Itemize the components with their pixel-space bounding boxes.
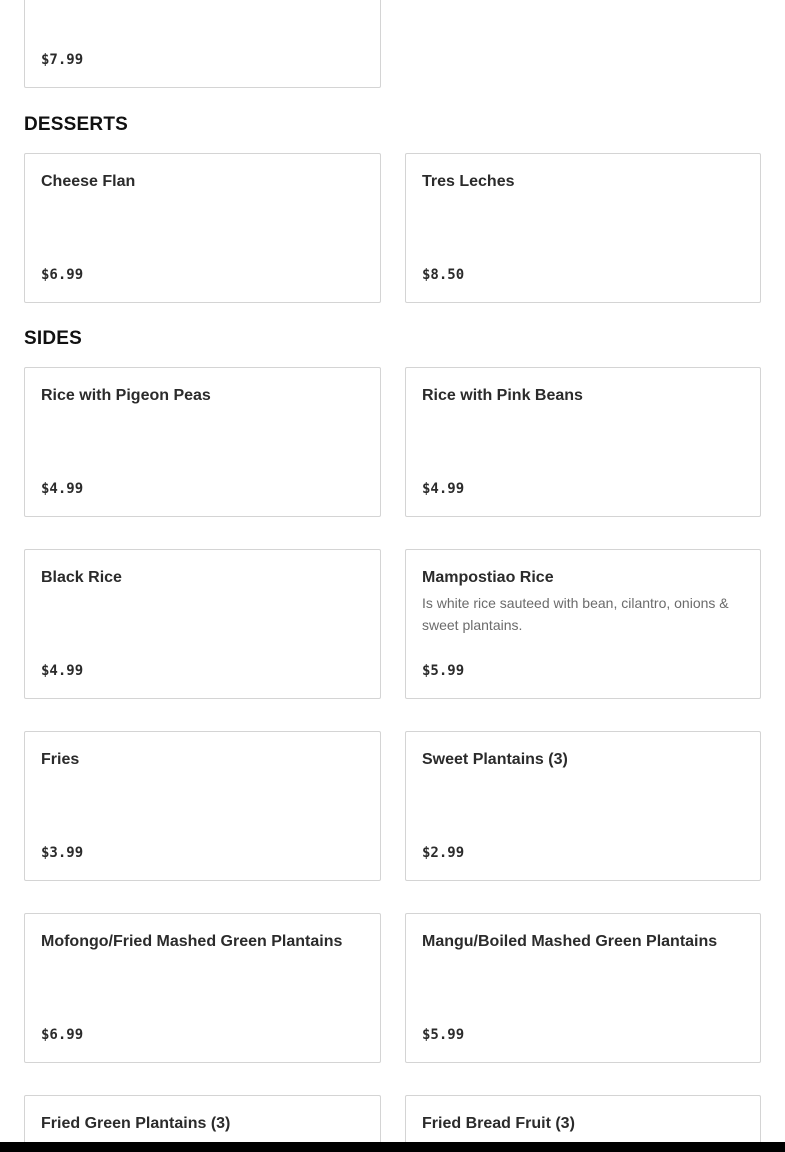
menu-item-name: Rice with Pink Beans bbox=[422, 387, 583, 404]
menu-item-price: $4.99 bbox=[422, 481, 465, 497]
menu-item-card[interactable] bbox=[405, 367, 761, 517]
menu-item-price: $5.99 bbox=[422, 663, 465, 679]
menu-item-price: $3.99 bbox=[41, 845, 84, 861]
menu-item-price: $8.50 bbox=[422, 267, 465, 283]
menu-item-card[interactable] bbox=[24, 549, 381, 699]
menu-item-card[interactable] bbox=[405, 913, 761, 1063]
menu-item-name: Sweet Plantains (3) bbox=[422, 751, 568, 768]
menu-item-card[interactable] bbox=[24, 0, 381, 88]
menu-item-name: Cheese Flan bbox=[41, 173, 136, 190]
section-title-desserts: DESSERTS bbox=[24, 114, 129, 135]
menu-item-card[interactable] bbox=[405, 549, 761, 699]
menu-item-price: $2.99 bbox=[422, 845, 465, 861]
menu-item-price: $4.99 bbox=[41, 481, 84, 497]
menu-item-name: Tres Leches bbox=[422, 173, 515, 190]
menu-item-name: Mangu/Boiled Mashed Green Plantains bbox=[422, 933, 718, 950]
menu-item-price: $7.99 bbox=[41, 52, 84, 68]
menu-item-name: Mofongo/Fried Mashed Green Plantains bbox=[41, 933, 343, 950]
menu-item-name: Rice with Pigeon Peas bbox=[41, 387, 211, 404]
menu-item-card[interactable] bbox=[405, 731, 761, 881]
menu-item-name: Fried Green Plantains (3) bbox=[41, 1115, 231, 1132]
bottom-bar bbox=[0, 1142, 785, 1152]
menu-item-name: Mampostiao Rice bbox=[422, 569, 554, 586]
menu-item-name: Fried Bread Fruit (3) bbox=[422, 1115, 575, 1132]
menu-item-description: Is white rice sauteed with bean, cilantro, onions & sweet plantains. bbox=[422, 595, 729, 633]
menu-item-price: $5.99 bbox=[422, 1027, 465, 1043]
menu-item-name: Black Rice bbox=[41, 569, 122, 586]
menu-item-price: $4.99 bbox=[41, 663, 84, 679]
menu-item-card[interactable] bbox=[24, 153, 381, 303]
section-title-sides: SIDES bbox=[24, 328, 83, 349]
menu-item-name: Fries bbox=[41, 751, 80, 768]
menu-item-card[interactable] bbox=[24, 367, 381, 517]
menu-item-price: $6.99 bbox=[41, 1027, 84, 1043]
menu-item-card[interactable] bbox=[24, 913, 381, 1063]
menu-item-price: $6.99 bbox=[41, 267, 84, 283]
menu-item-card[interactable] bbox=[405, 153, 761, 303]
menu-item-card[interactable] bbox=[24, 731, 381, 881]
